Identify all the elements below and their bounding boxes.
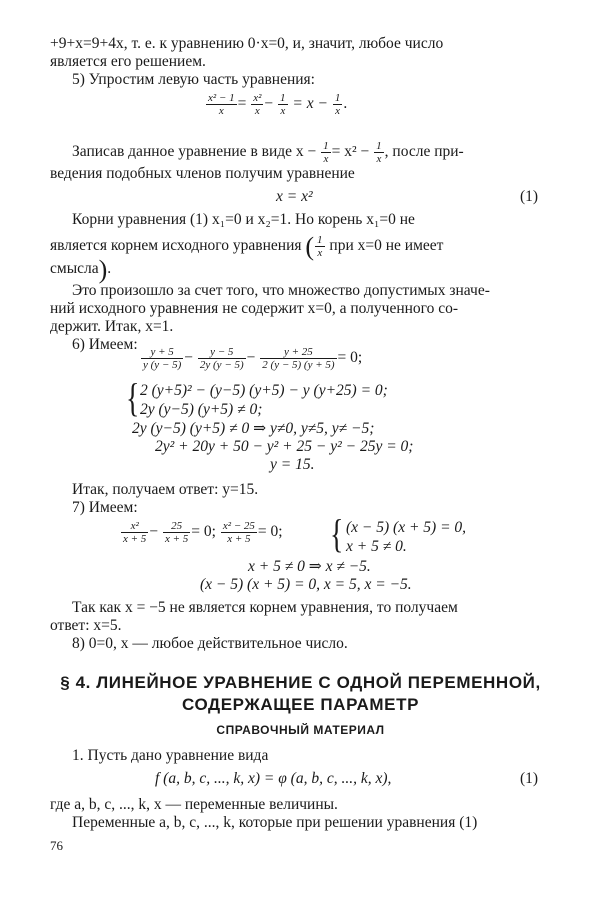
section-heading: § 4. ЛИНЕЙНОЕ УРАВНЕНИЕ С ОДНОЙ ПЕРЕМЕННОЙ, bbox=[60, 673, 541, 692]
section-heading: СОДЕРЖАЩЕЕ ПАРАМЕТР bbox=[181, 695, 420, 714]
equation-5: $\frac{\text{x² − 1}}{x}$ = $\frac{\text{x²}}{x}$ − $\frac{1}{x}$ = x − $\frac{1}{x}$ . bbox=[208, 92, 348, 117]
text-line: смысла). bbox=[50, 255, 112, 284]
equation-line: (x − 5) (x + 5) = 0, x = 5, x = −5. bbox=[200, 576, 412, 593]
text-line: ведения подобных членов получим уравнение bbox=[50, 165, 355, 182]
text-line: Корни уравнения (1) x₁=0 и x₂=1. Но корень x₁=0 не bbox=[72, 211, 415, 228]
equation-line: x + 5 ≠ 0 ⇒ x ≠ −5. bbox=[248, 558, 371, 575]
subsection-heading: СПРАВОЧНЫЙ МАТЕРИАЛ bbox=[216, 723, 385, 737]
text-line: 1. Пусть дано уравнение вида bbox=[72, 747, 269, 764]
system-brace: { bbox=[126, 375, 140, 420]
equation-line: x + 5 ≠ 0. bbox=[346, 538, 407, 555]
text-line: держит. Итак, x=1. bbox=[50, 318, 174, 335]
equation-line: (x − 5) (x + 5) = 0, bbox=[346, 519, 467, 536]
equation-8: f (a, b, c, ..., k, x) = φ (a, b, c, ..., k, x), bbox=[155, 770, 392, 787]
text-line: где a, b, c, ..., k, x — переменные величины. bbox=[50, 796, 338, 813]
equation-1: x = x² bbox=[276, 188, 313, 205]
text-line: является корнем исходного уравнения ( $\frac{1}{x}$ при x=0 не имеет bbox=[50, 232, 444, 262]
equation-line: 2y² + 20y + 50 − y² + 25 − y² − 25y = 0; bbox=[155, 438, 414, 455]
text-line: ний исходного уравнения не содержит x=0, а полученного со- bbox=[50, 300, 459, 317]
text-line: Переменные a, b, c, ..., k, которые при решении уравнения (1) bbox=[72, 814, 478, 831]
equation-line: 2y (y−5) (y+5) ≠ 0; bbox=[140, 401, 263, 418]
system-brace: { bbox=[330, 511, 344, 556]
text-line: 5) Упростим левую часть уравнения: bbox=[72, 71, 315, 88]
text-line: Это произошло за счет того, что множество допустимых значе- bbox=[72, 282, 490, 299]
page-number: 76 bbox=[50, 838, 63, 853]
text-line: Итак, получаем ответ: y=15. bbox=[72, 481, 259, 498]
equation-6: $\frac{y + 5}{y (y - 5)}$ − $\frac{y - 5}{2y (y - 5)}$ − $\frac{y + 25}{2 (y - 5) (y + 5)}$ = 0; bbox=[143, 346, 363, 371]
text-line: 8) 0=0, x — любое действительное число. bbox=[72, 635, 348, 652]
equation-line: 2 (y+5)² − (y−5) (y+5) − y (y+25) = 0; bbox=[140, 382, 388, 399]
text-line: +9+x=9+4x, т. е. к уравнению 0·x=0, и, значит, любое число bbox=[50, 35, 444, 52]
equation-line: y = 15. bbox=[270, 456, 315, 473]
text-line: 7) Имеем: bbox=[72, 499, 138, 516]
text-line: 6) Имеем: bbox=[72, 336, 138, 353]
equation-number: (1) bbox=[520, 188, 539, 205]
text-line: Так как x = −5 не является корнем уравнения, то получаем bbox=[72, 599, 458, 616]
text-line: Записав данное уравнение в виде x − $\frac{1}{x}$ = x² − $\frac{1}{x}$ , после при- bbox=[72, 140, 464, 165]
text-line: ответ: x=5. bbox=[50, 617, 122, 634]
equation-line: 2y (y−5) (y+5) ≠ 0 ⇒ y≠0, y≠5, y≠ −5; bbox=[132, 420, 375, 437]
equation-number: (1) bbox=[520, 770, 539, 787]
text-line: является его решением. bbox=[50, 53, 206, 70]
equation-7: $\frac{\text{x²}}{x + 5}$ − $\frac{25}{x + 5}$ = 0; $\frac{\text{x² − 25}}{x + 5}$ = 0; bbox=[123, 520, 283, 545]
